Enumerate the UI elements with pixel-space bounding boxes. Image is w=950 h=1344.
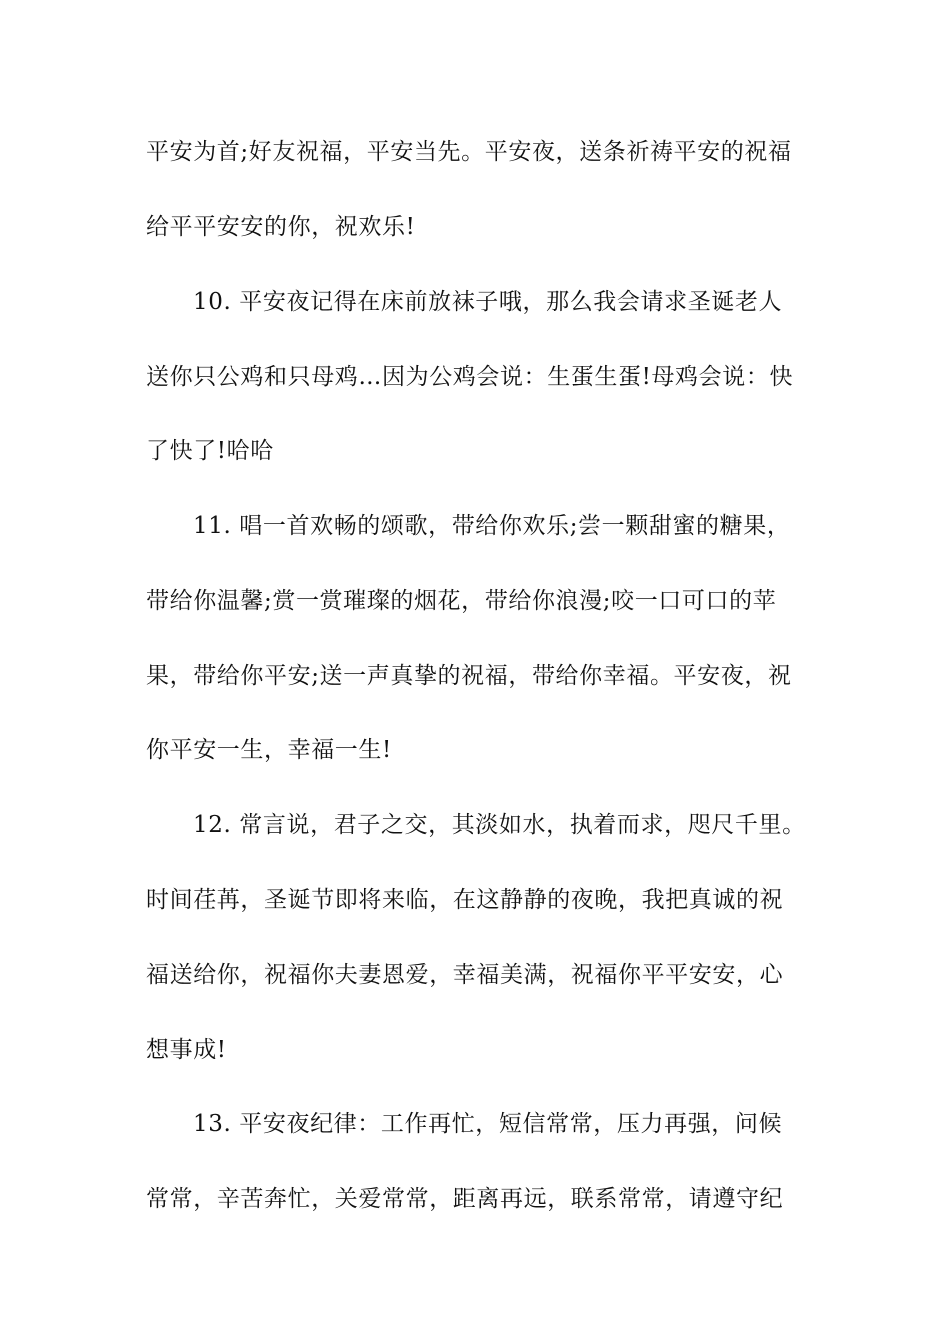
list-item-13-first-line: 13. 平安夜纪律：工作再忙，短信常常，压力再强，问候 [193,1111,783,1137]
list-item-10-first-line: 10. 平安夜记得在床前放袜子哦，那么我会请求圣诞老人 [193,289,783,315]
text-line: 想事成! [146,1037,227,1063]
text-line: 送你只公鸡和只母鸡…因为公鸡会说：生蛋生蛋!母鸡会说：快 [146,364,794,390]
text-line: 福送给你，祝福你夫妻恩爱，幸福美满，祝福你平平安安，心 [146,962,784,988]
text-line: 常常，辛苦奔忙，关爱常常，距离再远，联系常常，请遵守纪 [146,1186,784,1212]
list-item-11-first-line: 11. 唱一首欢畅的颂歌，带给你欢乐;尝一颗甜蜜的糖果， [193,513,791,539]
text-line: 带给你温馨;赏一赏璀璨的烟花，带给你浪漫;咬一口可口的苹 [146,588,777,614]
text-line: 平安为首;好友祝福，平安当先。平安夜，送条祈祷平安的祝福 [146,139,792,165]
text-line: 果，带给你平安;送一声真挚的祝福，带给你幸福。平安夜，祝 [146,663,792,689]
text-line: 你平安一生，幸福一生! [146,737,392,763]
text-line: 时间荏苒，圣诞节即将来临，在这静静的夜晚，我把真诚的祝 [146,887,784,913]
list-item-12-first-line: 12. 常言说，君子之交，其淡如水，执着而求，咫尺千里。 [193,812,806,838]
text-line: 给平平安安的你，祝欢乐! [146,214,416,240]
text-line: 了快了!哈哈 [146,438,274,464]
